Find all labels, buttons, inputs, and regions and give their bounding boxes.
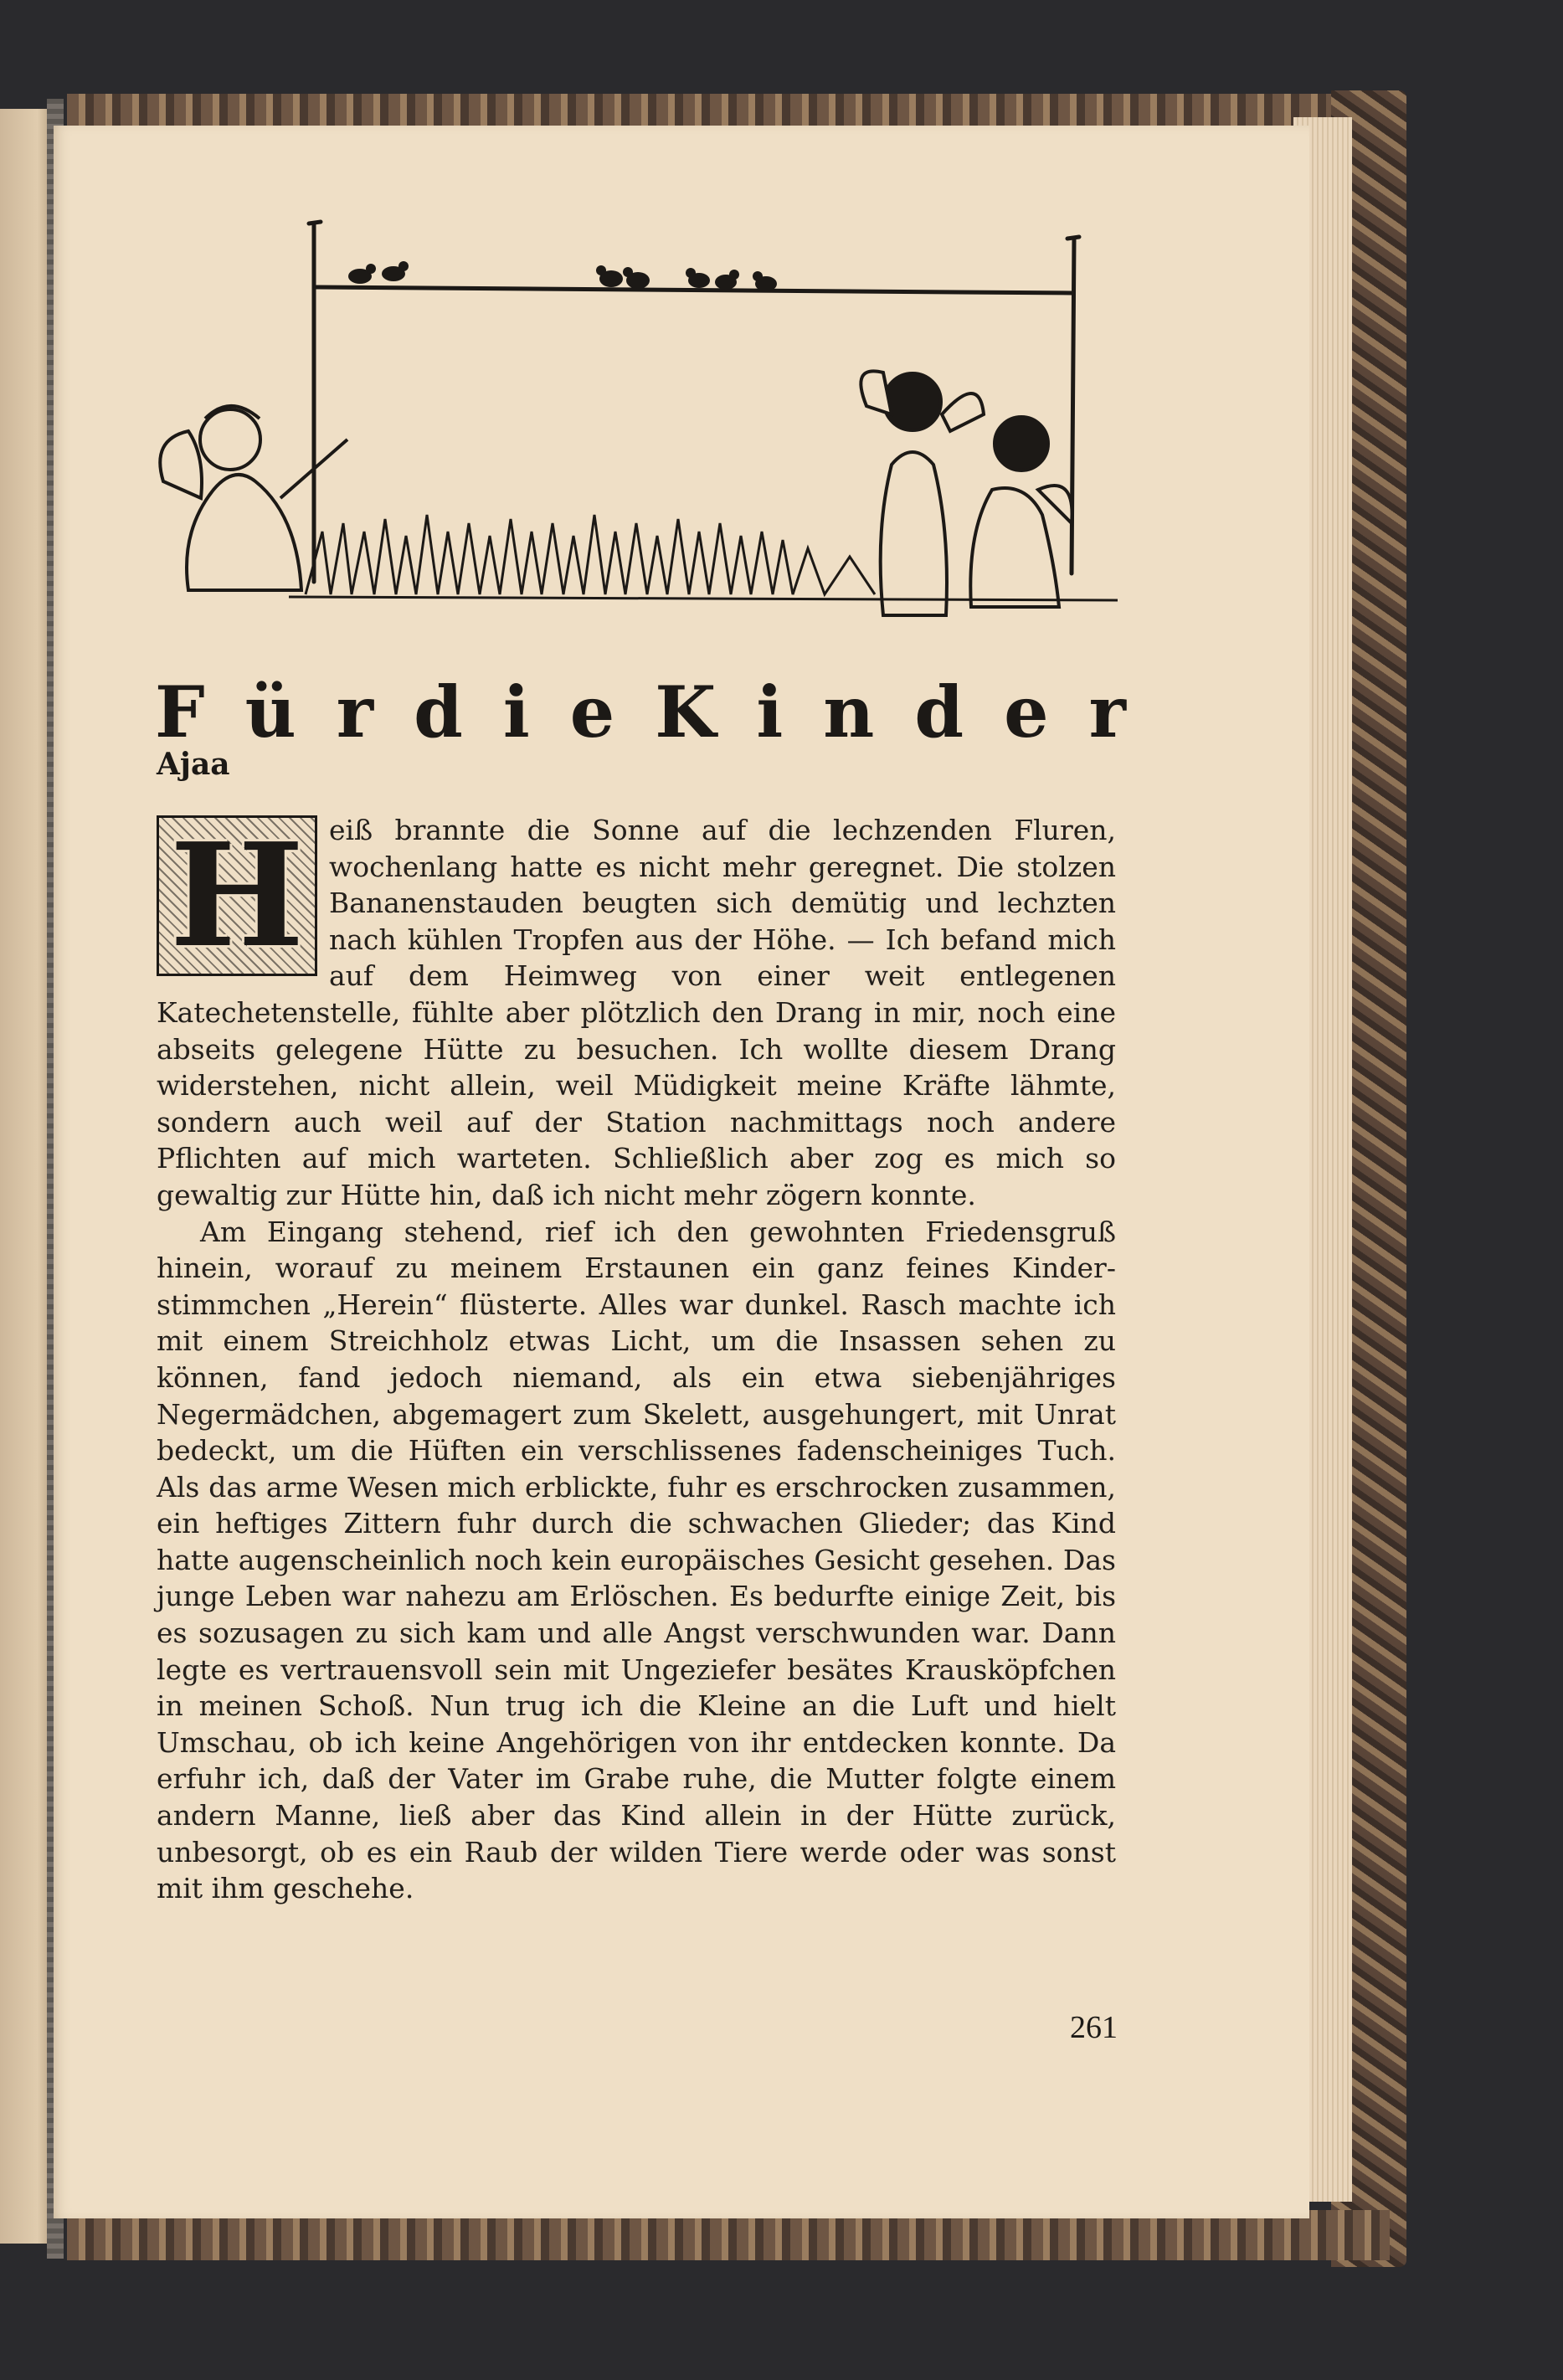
paragraph: Am Eingang stehend, rief ich den gewohnten Friedensgruß hinein, worauf zu meinem Erstaunen ein ganz feines Kinderstimmchen „Herein“ flüsterte. Alles war dunkel. Rasch machte ich mit einem Streichholz etwas Licht, um die Insassen sehen zu können, fand jedoch niemand, als ein etwa siebenjähriges Negermädchen, abgemagert zum Skelett, ausgehungert, mit Unrat bedeckt, um die Hüften ein verschlissenes fadenscheiniges Tuch. Als das arme Wesen mich erblickte, fuhr es erschrocken zusammen, ein heftiges Zittern fuhr durch die schwachen Glieder; das Kind hatte augenscheinlich noch kein europäisches Gesicht gesehen. Das junge Leben war nahezu am Erlöschen. Es bedurfte einige Zeit, bis es sozusagen zu sich kam und alle Angst verschwunden war. Dann legte es vertrauensvoll sein mit Ungeziefer besätes Krausköpfchen in meinen Schoß. Nun trug ich die Kleine an die Luft und hielt Umschau, ob ich keine Angehörigen von ihr entdecken konnte. Da erfuhr ich, daß der Vater im Grabe ruhe, die Mutter folgte einem andern Manne, ließ aber das Kind allein in der Hütte zurück, unbesorgt, ob es ein Raub der wilden Tiere werde oder was sonst mit ihm geschehe. <box>157 1215 1116 1905</box>
story-body <box>157 812 1116 1907</box>
angels-right <box>861 371 1072 615</box>
decorated-initial <box>157 812 317 979</box>
story-title: Ajaa <box>157 747 230 782</box>
heading-letter: i <box>756 670 784 753</box>
initial-letter: H <box>169 812 305 979</box>
book-cover-top-edge <box>67 94 1390 126</box>
heading-letter: F <box>155 670 205 753</box>
heading-letter: e <box>569 670 615 753</box>
page-number: 261 <box>1070 2010 1118 2045</box>
header-illustration <box>155 213 1126 636</box>
page-heading <box>155 670 1126 753</box>
angel-left <box>160 406 347 590</box>
heading-letter: d <box>914 670 964 753</box>
heading-letter: e <box>1004 670 1049 753</box>
heading-letter: r <box>336 670 374 753</box>
heading-letter: d <box>414 670 463 753</box>
paragraph: eiß brannte die Sonne auf die lechzenden Fluren, wochenlang hatte es nicht mehr geregnet. Die stolzen Bananenstauden beugten sich demütig und lechzten nach kühlen Tropfen aus der Höhe. — Ich befand mich auf dem Heimweg von einer weit entlegenen Katechetenstelle, fühlte aber plötzlich den Drang in mir, noch eine abseits gelegene Hütte zu besuchen. Ich wollte diesem Drang widerstehen, nicht allein, weil Müdigkeit meine Kräfte lähmte, sondern auch weil auf der Station nachmittags noch andere Pflichten auf mich warteten. Schließlich aber zog es mich so gewaltig zur Hütte hin, daß ich nicht mehr zögern konnte. <box>157 814 1116 1211</box>
facing-page-edge <box>0 109 54 2244</box>
heading-letter: n <box>823 670 875 753</box>
heading-letter: K <box>655 670 717 753</box>
heading-letter: ü <box>244 670 296 753</box>
heading-letter: i <box>502 670 530 753</box>
heading-letter: r <box>1088 670 1126 753</box>
